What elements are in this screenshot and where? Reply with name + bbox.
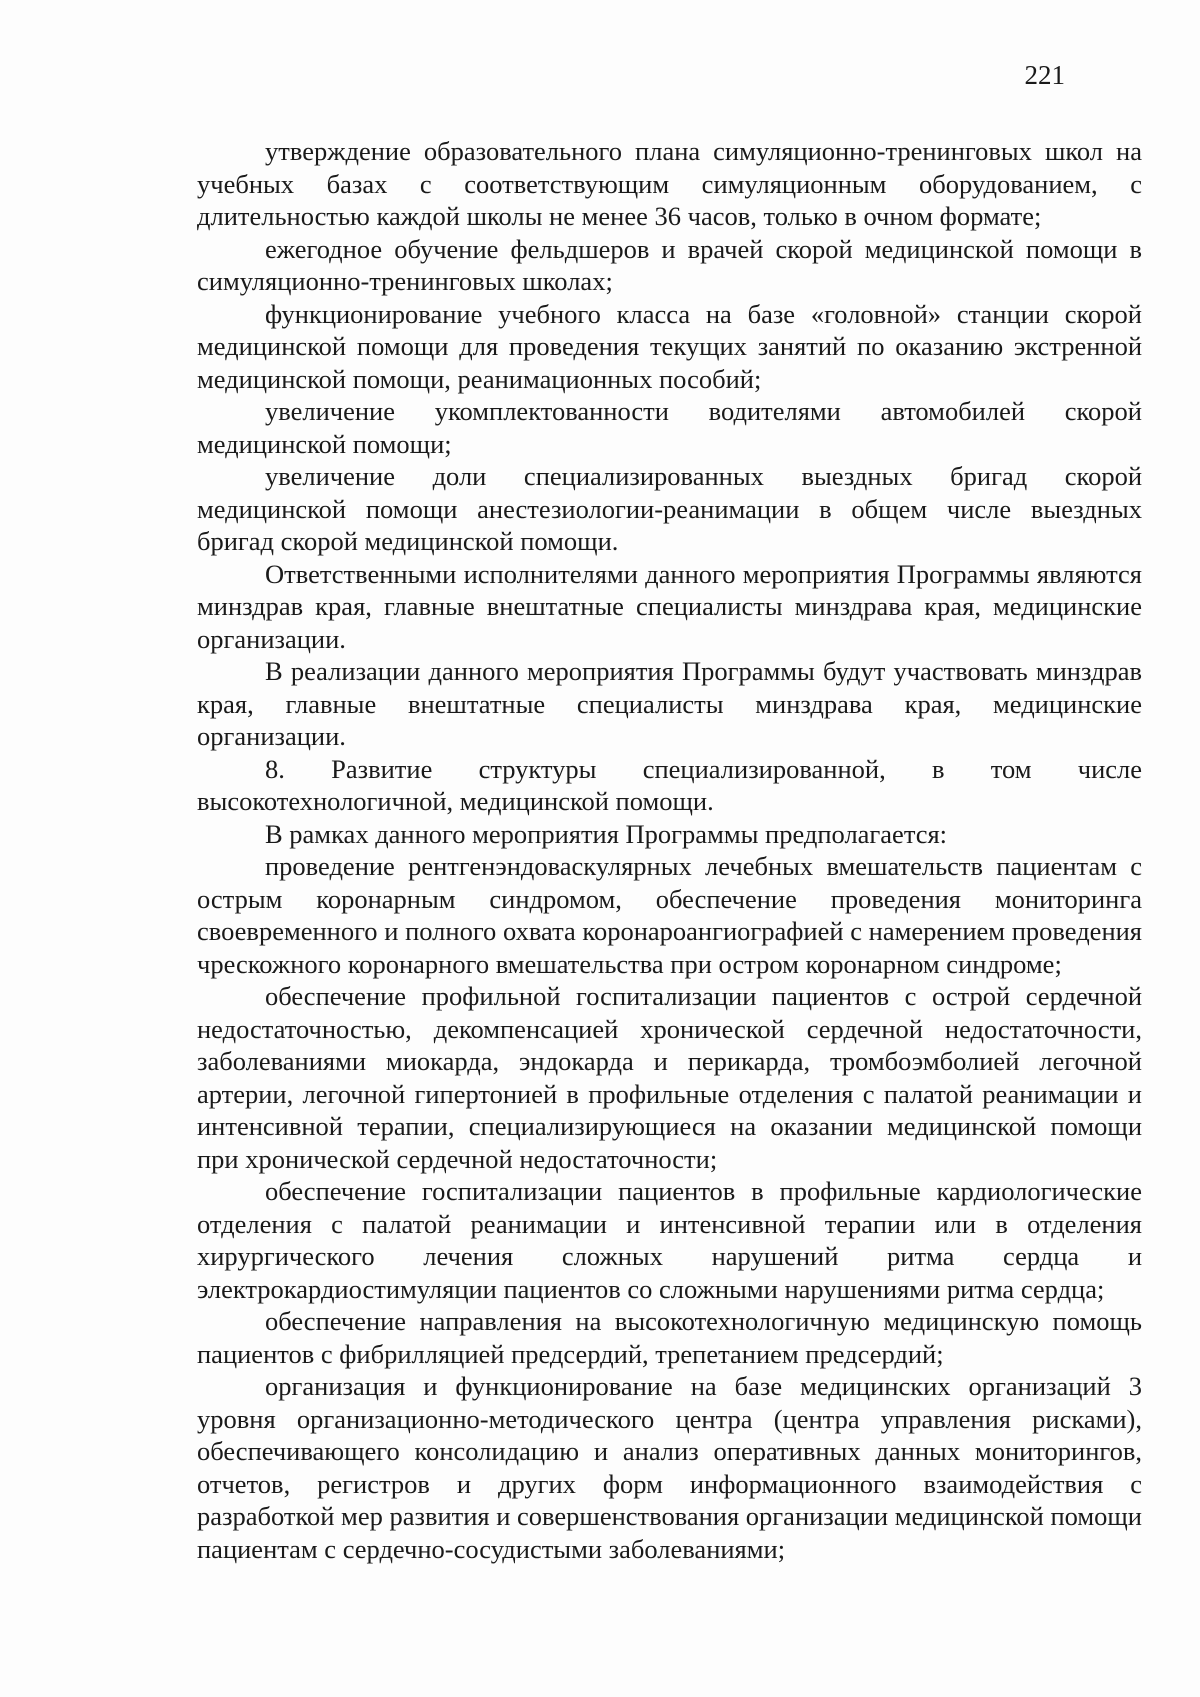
paragraph: ежегодное обучение фельдшеров и врачей скорой медицинской помощи в симуляционно-тренинговых школах; [197,233,1142,296]
body-text [197,135,1142,1565]
paragraph: обеспечение госпитализации пациентов в профильные кардиологические отделения с палатой реанимации и интенсивной терапии или в отделения хирургического лечения сложных нарушений ритма сердца и электрокардиостимуляции пациентов со сложными нарушениями ритма сердца; [197,1176,1142,1304]
paragraph: обеспечение направления на высокотехнологичную медицинскую помощь пациентов с фибрилляцией предсердий, трепетанием предсердий; [197,1306,1142,1369]
paragraph: обеспечение профильной госпитализации пациентов с острой сердечной недостаточностью, декомпенсацией хронической сердечной недостаточности, заболеваниями миокарда, эндокарда и перикарда, тромбоэмболией легочной артерии, легочной гипертонией в профильные отделения с палатой реанимации и интенсивной терапии, специализирующиеся на оказании медицинской помощи при хронической сердечной недостаточности; [197,981,1142,1174]
paragraph: увеличение укомплектованности водителями автомобилей скорой медицинской помощи; [197,396,1142,459]
page-number: 221 [1024,60,1065,90]
paragraph: утверждение образовательного плана симуляционно-тренинговых школ на учебных базах с соответствующим симуляционным оборудованием, с длительностью каждой школы не менее 36 часов, только в очном формате; [197,136,1142,231]
paragraph: организация и функционирование на базе медицинских организаций 3 уровня организационно-методического центра (центра управления рисками), обеспечивающего консолидацию и анализ оперативных данных мониторингов, отчетов, регистров и других форм информационного взаимодействия с разработкой мер развития и совершенствования организации медицинской помощи пациентам с сердечно-сосудистыми заболеваниями; [197,1371,1142,1564]
paragraph: В рамках данного мероприятия Программы предполагается: [265,818,948,849]
section-heading: 8. Развитие структуры специализированной, в том числе высокотехнологичной, медицинской помощи. [197,753,1142,816]
paragraph: Ответственными исполнителями данного мероприятия Программы являются минздрав края, главные внештатные специалисты минздрава края, медицинские организации. [197,558,1142,654]
paragraph: В реализации данного мероприятия Программы будут участвовать минздрав края, главные внештатные специалисты минздрава края, медицинские организации. [197,656,1142,751]
paragraph: функционирование учебного класса на базе «головной» станции скорой медицинской помощи для проведения текущих занятий по оказанию экстренной медицинской помощи, реанимационных пособий; [197,298,1142,394]
paragraph: проведение рентгенэндоваскулярных лечебных вмешательств пациентам с острым коронарным синдромом, обеспечение проведения мониторинга своевременного и полного охвата коронароангиографией с намерением проведения чрескожного коронарного вмешательства при остром коронарном синдроме; [197,851,1142,979]
paragraph: увеличение доли специализированных выездных бригад скорой медицинской помощи анестезиологии-реанимации в общем числе выездных бригад скорой медицинской помощи. [197,461,1142,556]
